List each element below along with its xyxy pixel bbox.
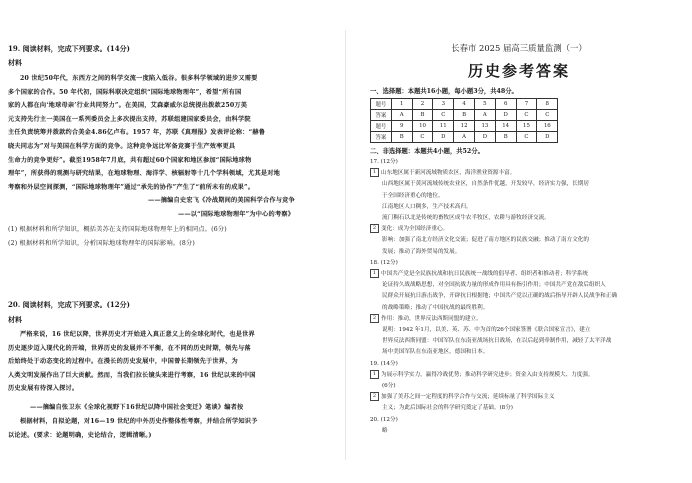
table-cell: C [516,110,537,121]
q20-req-line: 根据材料，自拟论题，对16—19 世纪的中外历史作整体性考察，并结合所学知识予 [20,418,258,425]
table-cell: 10 [412,121,433,132]
section-choice-title: 一、选择题：本题共16小题，每小题3分，共48分。 [370,88,518,95]
table-cell: 11 [433,121,454,132]
table-cell: 9 [391,121,412,132]
table-cell: D [537,132,558,143]
table-cell: 7 [516,99,537,110]
table-cell: 5 [474,99,495,110]
q19-line: 多个国家的合作。50 年代初，国际科联决定组织“国际地球物理年”，希望“所有国 [8,88,242,96]
q20-source: ——摘编自张卫东《全球化视野下16世纪以降中国社会变迁》笔谈》编者按 [30,404,244,411]
q20-material [8,328,342,396]
answer-line: (6分) [382,383,396,390]
answer-line: 世界反法西斯同盟：中国军队在东南亚战场抗日战场，在以后起到牵制作用，减轻了太平洋战 [382,338,612,345]
subquestion-marker: 2 [370,392,379,401]
answer-line: 主义；为此后国际社会的科学研究奠定了基础。(8分) [382,405,513,412]
table-cell: A [391,110,412,121]
table-cell: 1 [391,99,412,110]
table-cell: 16 [537,121,558,132]
a18-1-first: 1 中国共产党是全民族抗战和抗日民族统一战线的倡导者、组织者和推动者；科学系统 [370,269,688,280]
table-cell: D [495,110,516,121]
answer-line: 江南地区人口稠多，生产技术高归。 [382,203,472,210]
table-row [371,132,558,143]
a18-2-first: 2 作用：推动，世界反法西斯同盟的建立。 [370,314,688,325]
q19-material-label: 材料 [8,58,22,67]
subquestion-marker: 1 [370,370,379,379]
subquestion-marker: 2 [370,224,379,233]
a19-heading: 19. (14分) [370,360,398,367]
a19-2-first: 2 加强了美苏之间一定程度的科学合作与交流；延续标量了科学国际主义 [370,392,688,403]
answer-line: 说明：1942 年1月，以美、英、苏、中为首的26个国家签署《联合国家宣言》，建立 [382,327,591,334]
table-cell: 4 [454,99,475,110]
q19-material [8,72,342,194]
q19-line: 生命力的竞争更好”。截至1958年7月底，共有超过60个国家和地区参加“国际地球物 [8,156,252,164]
q19-line: 家的人都在向‘地球母亲’行业共同努力”。在美国，艾森豪威尔总统提出拨款250万美 [8,102,248,110]
a17-heading: 17. (12分) [370,159,398,165]
table-cell: 答案 [371,132,392,143]
table-cell: 题号 [371,121,392,132]
table-cell: A [454,132,475,143]
subquestion-marker: 1 [370,168,379,177]
table-cell: 6 [495,99,516,110]
table-cell: A [474,110,495,121]
table-row [371,121,558,132]
a20-heading: 20. (12分) [370,416,398,423]
a18-heading: 18. (12分) [370,259,398,266]
table-cell: 14 [495,121,516,132]
table-cell: 12 [454,121,475,132]
answer-line: 民群众开展抗日游击战争，开辟抗日根据地；中国共产党以正确的战后指导开辟人民战争和正确 [382,293,617,300]
table-cell: 2 [412,99,433,110]
q19-source-1: ——摘编自史宏飞《冷战期间的美国科学合作与竞争 [148,197,295,204]
q20-line: 后始终处于动态变化的过程中。在漫长的历史发展中，中国曾长期领先于世界，为 [8,358,238,366]
table-cell: 答案 [371,110,392,121]
q19-line: 20 世纪50年代，东西方之间的科学交流一度陷入低谷。很多科学领域的进步又需要 [20,75,258,82]
answer-line: 论证持久战战略思想，对全国抗战力量的形成作用具有指引作用；中国共产党在敌后组织人 [382,282,606,289]
table-cell: B [454,110,475,121]
q20-line: 历史逐步迈入现代化的开端，世界历史的发展并不平衡，在不同的历史时期，领先与落 [8,344,251,352]
subquestion-marker: 1 [370,269,379,278]
answer-line: 于全国经济重心的地位。 [382,192,444,199]
table-cell: D [474,132,495,143]
answer-line: 发展；推动了海外贸易的发展。 [382,248,461,255]
table-cell: 15 [516,121,537,132]
table-cell: B [495,132,516,143]
answer-table [370,98,558,143]
table-cell: 题号 [371,99,392,110]
q19-source-2: ——以“国际地球物理年”为中心的考察》 [178,211,295,218]
table-cell: C [516,132,537,143]
answer-line: 流门稠石以北是传统的畜牧区成牛农半牧区，农耕与游牧经济交流。 [382,215,550,222]
q19-line: 考察和外层空间探测，“国际地球物理年”通过“承先的协作”产生了“前所未有的成果”。 [8,183,255,191]
table-cell: D [433,132,454,143]
answer-main-title: 历史参考答案 [467,62,570,80]
q20-line: 严格来说，16 世纪以降，世界历史才开始进入真正意义上的全球化时代，也是世界 [20,331,255,338]
q19-title: 19. 阅读材料，完成下列要求。(14分) [8,44,130,53]
q19-requirement-2: (2) 根据材料和所学知识，分析国际地球物理年的国际影响。(8分) [8,240,195,247]
q20-line: 历史发展有待深入探讨。 [8,385,79,393]
q20-requirement [8,415,342,442]
table-cell: C [412,132,433,143]
a20-answer: 略 [382,427,388,434]
exam-title: 长春市 2025 届高三质量监测（一） [451,43,587,53]
q19-line: 理年”，所获得的观测与研究结果，在地球物理、海洋学、核辐射等十几个学科领域，尤其是对地 [8,170,281,178]
answer-line: 山西地区属于黄河流域传统农业区，自然条件优越，开发较早，经济实力强，长期居 [382,181,589,188]
subquestion-marker: 2 [370,314,379,323]
answers-body [370,157,688,437]
q20-line: 人类文明发展作出了巨大贡献。然而，当我们拉长镜头来进行考察，16 世纪以来的中国 [8,371,256,379]
table-cell: 8 [537,99,558,110]
a17-1-first: 1 山东地区属于新河流域物质农区，海洋渔业资源丰富。 [370,168,688,179]
a17-2-first: 2 变化：成为全国经济重心。 [370,224,688,235]
table-row [371,99,558,110]
a19-1-first: 1 为展示科学实力，赢得冷战优势；推动科学研究进步；资金入由支持规模大、力度强。 [370,370,688,381]
table-row [371,110,558,121]
q19-line: 晓夫同志为”对与美国在科学方面的竞争。这种竞争远比军备竞赛于生产效率更具 [8,142,236,150]
table-cell: B [412,110,433,121]
table-cell: 3 [433,99,454,110]
answer-line: 的战略策略；推动了中国抗战的最终胜利。 [382,304,489,311]
answer-line: 影响：加强了南北方经济文化交流；促进了南方地区的民族交融；推动了南方文化的 [382,237,589,244]
q19-line: 元支持先行主一美国在一系列委员会上多次提出支持，苏联组建国家委员会，由科学院 [8,115,251,123]
q20-req-line: 以论述。(要求：论题明确，史论结合，逻辑清晰。) [8,431,152,439]
section-essay-title: 二、非选择题：本题共4小题，共52分。 [370,148,484,155]
table-cell: C [433,110,454,121]
q20-title: 20. 阅读材料，完成下列要求。(12分) [8,300,130,309]
table-cell: C [537,110,558,121]
q19-line: 主任负责统筹并拨款约合美金4.86亿卢布。1957 年，苏联《真理报》发表评论称：“赫鲁 [8,129,266,137]
table-cell: B [391,132,412,143]
table-cell: 13 [474,121,495,132]
answer-page [346,0,692,483]
answer-line: 场中美国军队在东南亚地区，德国和日本。 [382,349,489,356]
q19-requirement-1: (1) 根据材料和所学知识，概括美苏在支持国际地球物理年上的相同点。(6分) [8,226,227,233]
q20-material-label: 材料 [8,315,22,324]
